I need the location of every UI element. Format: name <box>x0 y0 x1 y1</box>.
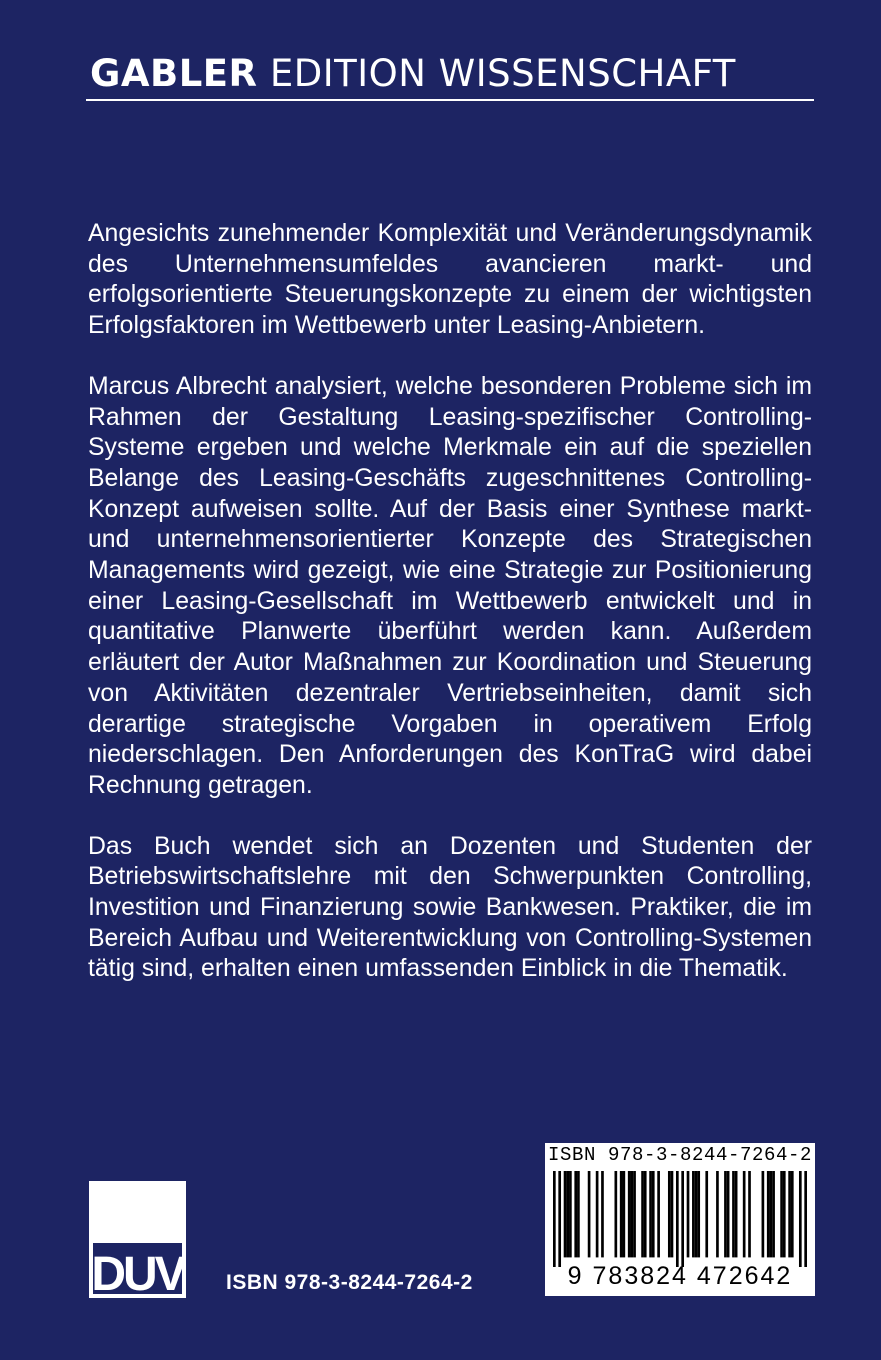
barcode-bar <box>601 1171 604 1257</box>
blurb-paragraph-1: Angesichts zunehmender Komplexität und Veränderungsdynamik des Unternehmensumfeldes avancieren markt- und erfolgsorientierte Steuerungskonzepte zu einem der wichtigsten Erfolgsfaktoren im Wettbewerb unter Leasing-Anbietern. <box>88 220 812 340</box>
barcode-bar <box>588 1171 591 1257</box>
barcode-bar <box>566 1171 569 1257</box>
barcode-bar <box>762 1171 765 1257</box>
barcode-bar <box>716 1171 719 1257</box>
barcode-bar <box>553 1171 556 1267</box>
barcode-bar <box>743 1171 746 1257</box>
barcode-bar <box>564 1171 567 1257</box>
barcode-bar <box>681 1171 684 1267</box>
barcode-bar <box>652 1171 655 1257</box>
barcode-bar <box>614 1171 617 1257</box>
barcode-bar <box>780 1171 783 1257</box>
barcode-isbn-label: ISBN 978-3-8244-7264-2 <box>547 1144 813 1166</box>
publisher-brand: GABLER <box>90 52 258 95</box>
barcode-bar <box>705 1171 708 1257</box>
barcode-bar <box>620 1171 623 1257</box>
barcode-bar <box>641 1171 644 1257</box>
barcode-bar <box>748 1171 751 1257</box>
barcode-bar <box>687 1171 690 1257</box>
blurb-paragraph-2: Marcus Albrecht analysiert, welche besonderen Probleme sich im Rahmen der Gestaltung Leasing-spezifischer Controlling-Systeme ergeben und welche Merkmale ein auf die speziellen Belange des Leasing-Geschäfts zugeschnittenes Controlling-Konzept aufweisen sollte. Auf der Basis einer Synthese markt- und unternehmensorientierter Konzepte des Strategischen Managements wird gezeigt, wie eine Strategie zur Positionierung einer Leasing-Gesellschaft im Wettbewerb entwickelt und in quantitative Planwerte überführt werden kann. Außerdem erläutert der Autor Maßnahmen zur Koordination und Steuerung von Aktivitäten dezentraler Vertriebseinheiten, damit sich derartige strategische Vorgaben in operativem Erfolg niederschlagen. Den Anforderungen des KonTraG wird dabei Rechnung getragen. <box>88 372 812 799</box>
barcode-bar <box>772 1171 775 1257</box>
barcode-bar <box>770 1171 773 1257</box>
barcode-bar <box>657 1171 660 1257</box>
barcode-bar <box>676 1171 679 1267</box>
back-cover-blurb <box>88 219 812 985</box>
barcode-bar <box>695 1171 698 1257</box>
barcode-bar <box>724 1171 727 1257</box>
barcode-bar <box>569 1171 572 1257</box>
barcode-bar <box>788 1171 791 1257</box>
barcode-bars <box>553 1171 807 1267</box>
barcode-bar <box>804 1171 807 1267</box>
barcode-bar <box>671 1171 674 1257</box>
barcode-bar <box>767 1171 770 1257</box>
barcode-bar <box>558 1171 561 1267</box>
barcode-bar <box>633 1171 636 1257</box>
isbn-barcode <box>545 1143 815 1296</box>
barcode-bar <box>697 1171 700 1257</box>
blurb-paragraph-3: Das Buch wendet sich an Dozenten und Studenten der Betriebswirtschaftslehre mit den Schwerpunkten Controlling, Investition und Finanzierung sowie Bankwesen. Praktiker, die im Bereich Aufbau und Weiterentwicklung von Controlling-Systemen tätig sind, erhalten einen umfassenden Einblick in die Thematik. <box>88 832 812 983</box>
barcode-digits: 9 783824 472642 <box>567 1262 793 1290</box>
series-title <box>90 52 736 95</box>
barcode-bar <box>644 1171 647 1257</box>
barcode-bar <box>732 1171 735 1257</box>
barcode-bar <box>783 1171 786 1257</box>
header-rule <box>86 99 814 101</box>
duv-logo-text: DUV <box>91 1248 184 1298</box>
duv-logo-icon <box>89 1181 186 1298</box>
barcode-bar <box>623 1171 626 1257</box>
barcode-bar <box>631 1171 634 1257</box>
barcode-bar <box>692 1171 695 1257</box>
series-name: EDITION WISSENSCHAFT <box>269 52 736 95</box>
barcode-bar <box>628 1171 631 1257</box>
barcode-bar <box>735 1171 738 1257</box>
barcode-bar <box>577 1171 580 1257</box>
barcode-bar <box>574 1171 577 1257</box>
barcode-bar <box>799 1171 802 1267</box>
footer-isbn: ISBN 978-3-8244-7264-2 <box>226 1271 473 1294</box>
barcode-bar <box>791 1171 794 1257</box>
barcode-bar <box>727 1171 730 1257</box>
barcode-bar <box>596 1171 599 1257</box>
barcode-bar <box>649 1171 652 1257</box>
barcode-bar <box>668 1171 671 1257</box>
